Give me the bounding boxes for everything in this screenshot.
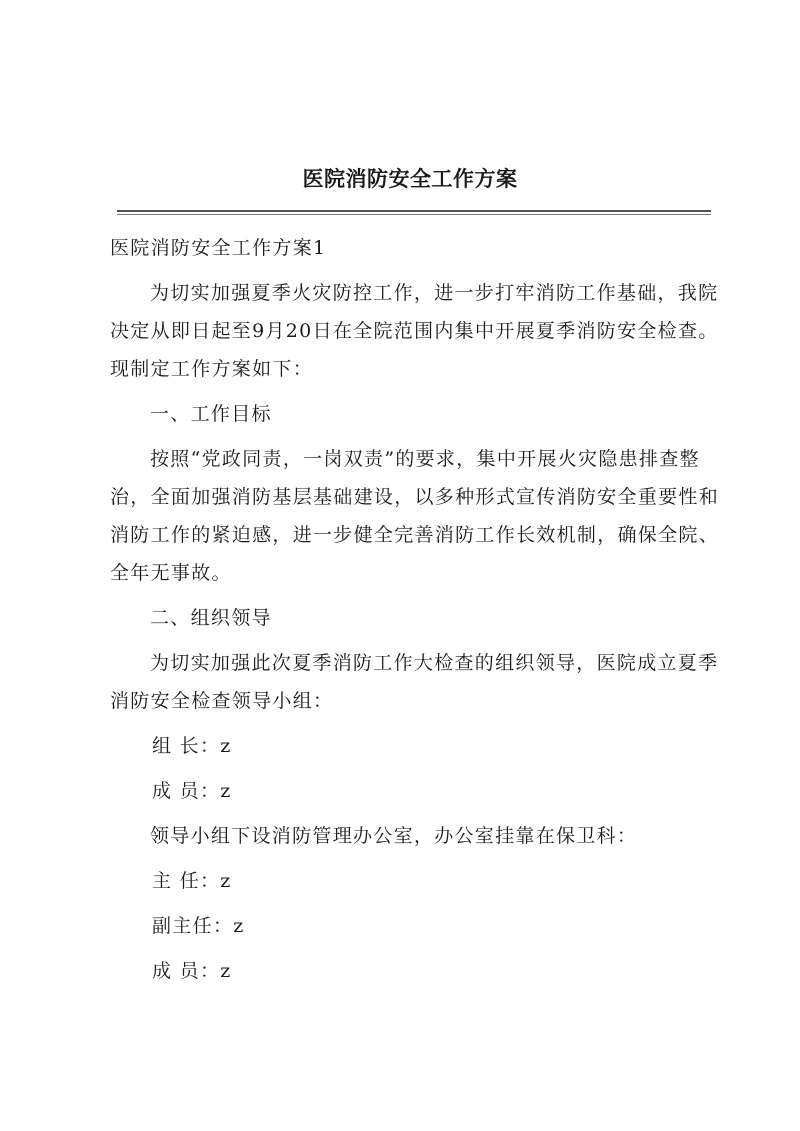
document-title: 医院消防安全工作方案	[302, 166, 518, 191]
section-heading-goals: 一、工作目标	[150, 403, 272, 425]
director-line: 主 任：z	[152, 870, 232, 892]
intro-paragraph: 为切实加强夏季火灾防控工作，进一步打牢消防工作基础，我院决定从即日起至9月20日在全院范围内集中开展夏季消防安全检查。现制定工作方案如下：	[110, 282, 719, 380]
office-paragraph: 领导小组下设消防管理办公室，办公室挂靠在保卫科：	[150, 825, 638, 847]
office-member-line: 成 员：z	[152, 960, 232, 982]
member-line: 成 员：z	[152, 780, 232, 802]
goals-paragraph: 按照“党政同责，一岗双责”的要求，集中开展火灾隐患排查整治，全面加强消防基层基础建设，以多种形式宣传消防安全重要性和消防工作的紧迫感，进一步健全完善消防工作长效机制，确保全院、全年无事故。	[110, 448, 720, 584]
title-divider	[117, 210, 711, 212]
deputy-director-line: 副主任：z	[152, 915, 245, 937]
section-heading-organization: 二、组织领导	[150, 607, 272, 629]
leader-line: 组 长：z	[152, 735, 232, 757]
document-subtitle: 医院消防安全工作方案1	[110, 237, 327, 259]
organization-paragraph: 为切实加强此次夏季消防工作大检查的组织领导，医院成立夏季消防安全检查领导小组：	[110, 652, 719, 712]
document-body	[110, 229, 720, 997]
